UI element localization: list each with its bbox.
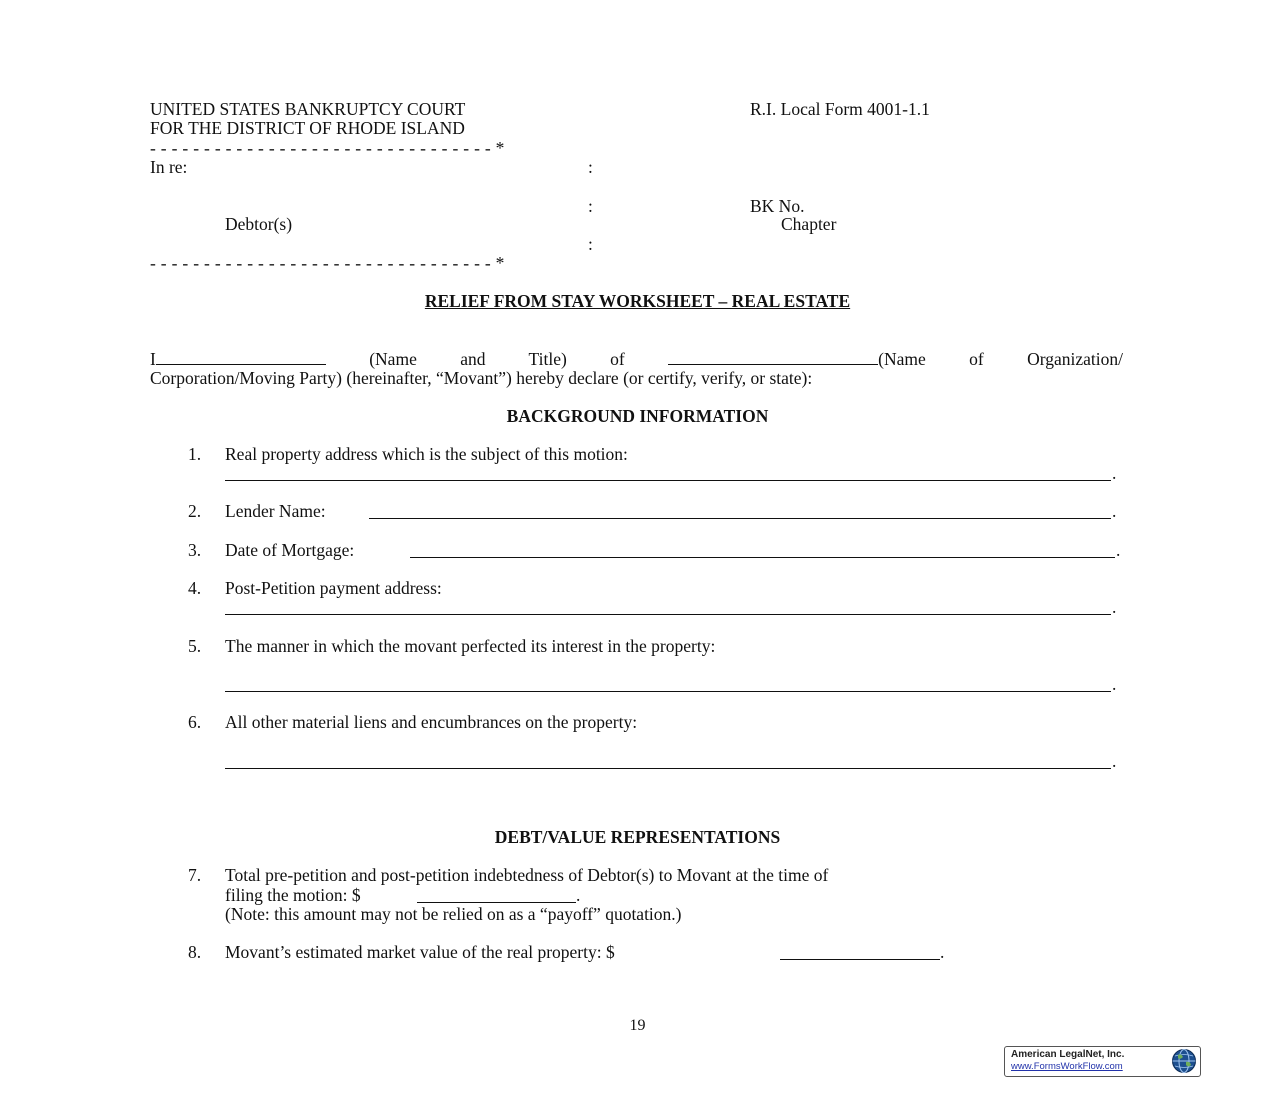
caption-divider-bottom: - - - - - - - - - - - - - - - - - - - - - - - - - - - - - - - - *	[150, 253, 505, 273]
line-period: .	[1116, 540, 1121, 560]
intro-line2: Corporation/Moving Party) (hereinafter, “Movant”) hereby declare (or certify, verify, or state):	[150, 368, 813, 388]
item-8-label: Movant’s estimated market value of the real property: $	[225, 942, 615, 962]
line-period: .	[1112, 674, 1117, 694]
court-district: FOR THE DISTRICT OF RHODE ISLAND	[150, 118, 465, 138]
item-number: 4.	[188, 578, 202, 598]
line-period: .	[1112, 751, 1117, 771]
item-1-label: Real property address which is the subject of this motion:	[225, 444, 628, 464]
item-7-note: (Note: this amount may not be relied on as a “payoff” quotation.)	[225, 904, 682, 924]
item-3-label: Date of Mortgage:	[225, 540, 355, 560]
item-4-label: Post-Petition payment address:	[225, 578, 442, 598]
item-number: 5.	[188, 636, 202, 656]
in-re-label: In re:	[150, 157, 188, 177]
caption-divider-top: - - - - - - - - - - - - - - - - - - - - - - - - - - - - - - - - *	[150, 138, 505, 158]
item-number: 3.	[188, 540, 202, 560]
line-period: .	[1112, 463, 1117, 483]
item-5-label: The manner in which the movant perfected its interest in the property:	[225, 636, 716, 656]
chapter-label: Chapter	[781, 214, 837, 234]
document-title: RELIEF FROM STAY WORKSHEET – REAL ESTATE	[424, 291, 851, 311]
item-6-label: All other material liens and encumbrances on the property:	[225, 712, 638, 732]
indebtedness-amount-line[interactable]	[417, 902, 576, 903]
caption-colon: :	[588, 234, 593, 254]
declarant-name-blank[interactable]	[156, 349, 326, 365]
line-period: .	[576, 885, 581, 905]
bk-no-label: BK No.	[750, 196, 805, 216]
item-number: 6.	[188, 712, 202, 732]
intro-i: I	[150, 349, 156, 369]
caption-colon: :	[588, 196, 593, 216]
lender-name-line[interactable]	[369, 518, 1111, 519]
item-7-label: Total pre-petition and post-petition indebtedness of Debtor(s) to Movant at the time of	[225, 865, 829, 885]
perfection-manner-line[interactable]	[225, 691, 1111, 692]
item-number: 8.	[188, 942, 202, 962]
badge-url-link[interactable]: www.FormsWorkFlow.com	[1011, 1061, 1123, 1072]
line-period: .	[1112, 597, 1117, 617]
declaration-paragraph	[150, 349, 1123, 388]
item-number: 2.	[188, 501, 202, 521]
debtor-label: Debtor(s)	[225, 214, 293, 234]
item-2-label: Lender Name:	[225, 501, 326, 521]
property-address-line[interactable]	[225, 480, 1111, 481]
court-name: UNITED STATES BANKRUPTCY COURT	[150, 99, 466, 119]
liens-line[interactable]	[225, 768, 1111, 769]
item-number: 7.	[188, 865, 202, 885]
debt-value-heading: DEBT/VALUE REPRESENTATIONS	[494, 827, 781, 847]
line-period: .	[1112, 501, 1117, 521]
page-number: 19	[629, 1017, 646, 1034]
market-value-line[interactable]	[780, 959, 940, 960]
payment-address-line[interactable]	[225, 614, 1111, 615]
item-7-filing-label: filing the motion: $	[225, 885, 361, 905]
organization-name-blank[interactable]	[668, 349, 878, 365]
item-number: 1.	[188, 444, 202, 464]
globe-icon	[1171, 1048, 1197, 1074]
mortgage-date-line[interactable]	[410, 557, 1115, 558]
background-heading: BACKGROUND INFORMATION	[506, 406, 769, 426]
american-legalnet-badge[interactable]	[1004, 1046, 1201, 1077]
intro-name-title: (Name and Title) of	[369, 349, 625, 369]
form-id: R.I. Local Form 4001-1.1	[750, 99, 930, 119]
intro-name-org: (Name of Organization/	[878, 349, 1124, 369]
badge-company-name: American LegalNet, Inc.	[1011, 1049, 1125, 1060]
line-period: .	[940, 942, 945, 962]
caption-colon: :	[588, 157, 593, 177]
